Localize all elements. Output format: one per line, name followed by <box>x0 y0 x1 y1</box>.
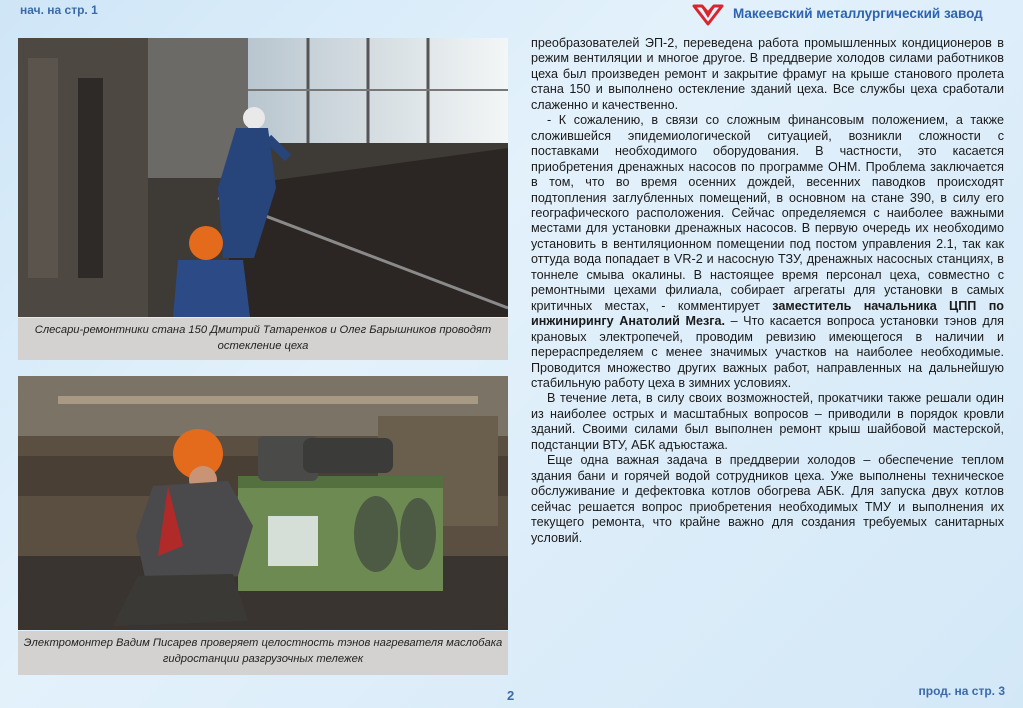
page-number: 2 <box>507 688 515 703</box>
continued-from-label: нач. на стр. 1 <box>20 3 98 17</box>
article-text: – Что касается вопроса установки тэнов для крановых электропечей, проводим ревизию имеющегося в наличии и перераспределяем с менее значимых участков на наиболее необходимые. Проводится множество других важных работ, направленных на дальнейшую стабильную работу цеха в зимних условиях. <box>531 314 1004 390</box>
photo-glazing <box>18 38 508 317</box>
mmz-logo-icon <box>692 3 724 27</box>
article-paragraph: В течение лета, в силу своих возможностей, прокатчики также решали один из наиболее острых и масштабных вопросов – приводили в порядок кровли зданий. Своими силами был выполнен ремонт крыш шайбовой мастерской, подстанции ВТУ, АБК адъюстажа. <box>531 391 1004 452</box>
article-text: - К сожалению, в связи со сложным финансовым положением, а также сложившейся эпидемиологической ситуацией, возникли сложности с поставками необходимого оборудования. В частности, это касается приобретения дренажных насосов по программе ОНМ. Проблема заключается в том, что во время осенних дождей, весенних паводков происходят подтопления заглубленных помещений, в основном на стане 390, в силу его географического расположения. Сейчас определяемся с наиболее важными местами для установки дренажных насосов. В первую очередь их необходимо установить в вентиляционном помещении под постом управления 2.1, так как оттуда вода попадает в VR-2 и насосную ТЗУ, дренажных насосных станциях, в тоннеле смыва окалины. В настоящее время персонал цеха, совместно с ремонтными цехами филиала, собирает агрегаты для установки в самых критичных местах, - комментирует <box>531 113 1004 313</box>
article-paragraph: преобразователей ЭП-2, переведена работа промышленных кондиционеров в режим вентиляции и многое другое. В преддверие холодов силами работников цеха был произведен ремонт и закрытие фрамуг на крыше станового пролета стана 150 и выполнено остекление зданий цеха. Все службы цеха сработали слаженно и качественно. <box>531 36 1004 112</box>
photo-caption: Электромонтер Вадим Писарев проверяет целостность тэнов нагревателя маслобака гидростанции разгрузочных тележек <box>18 631 508 675</box>
article-body <box>531 36 1004 546</box>
quoted-person: заместитель начальника ЦПП по инжинирингу Анатолий Мезга. <box>531 298 1004 329</box>
continued-on-link[interactable]: прод. на стр. 3 <box>918 684 1005 698</box>
photo-caption: Слесари-ремонтники стана 150 Дмитрий Татаренков и Олег Барышников проводят остекление цеха <box>18 318 508 360</box>
company-name: Макеевский металлургический завод <box>733 6 983 21</box>
photo-electrician <box>18 376 508 630</box>
article-paragraph <box>531 113 1004 391</box>
article-paragraph: Еще одна важная задача в преддверии холодов – обеспечение теплом здания бани и горячей водой сотрудников цеха. Уже выполнены техническое обслуживание и дефектовка котлов обогрева АБК. Для запуска двух котлов сейчас решается вопрос приобретения необходимых ТМУ и выполнения их текущего ремонта, что крайне важно для создания требуемых санитарных условий. <box>531 453 1004 545</box>
